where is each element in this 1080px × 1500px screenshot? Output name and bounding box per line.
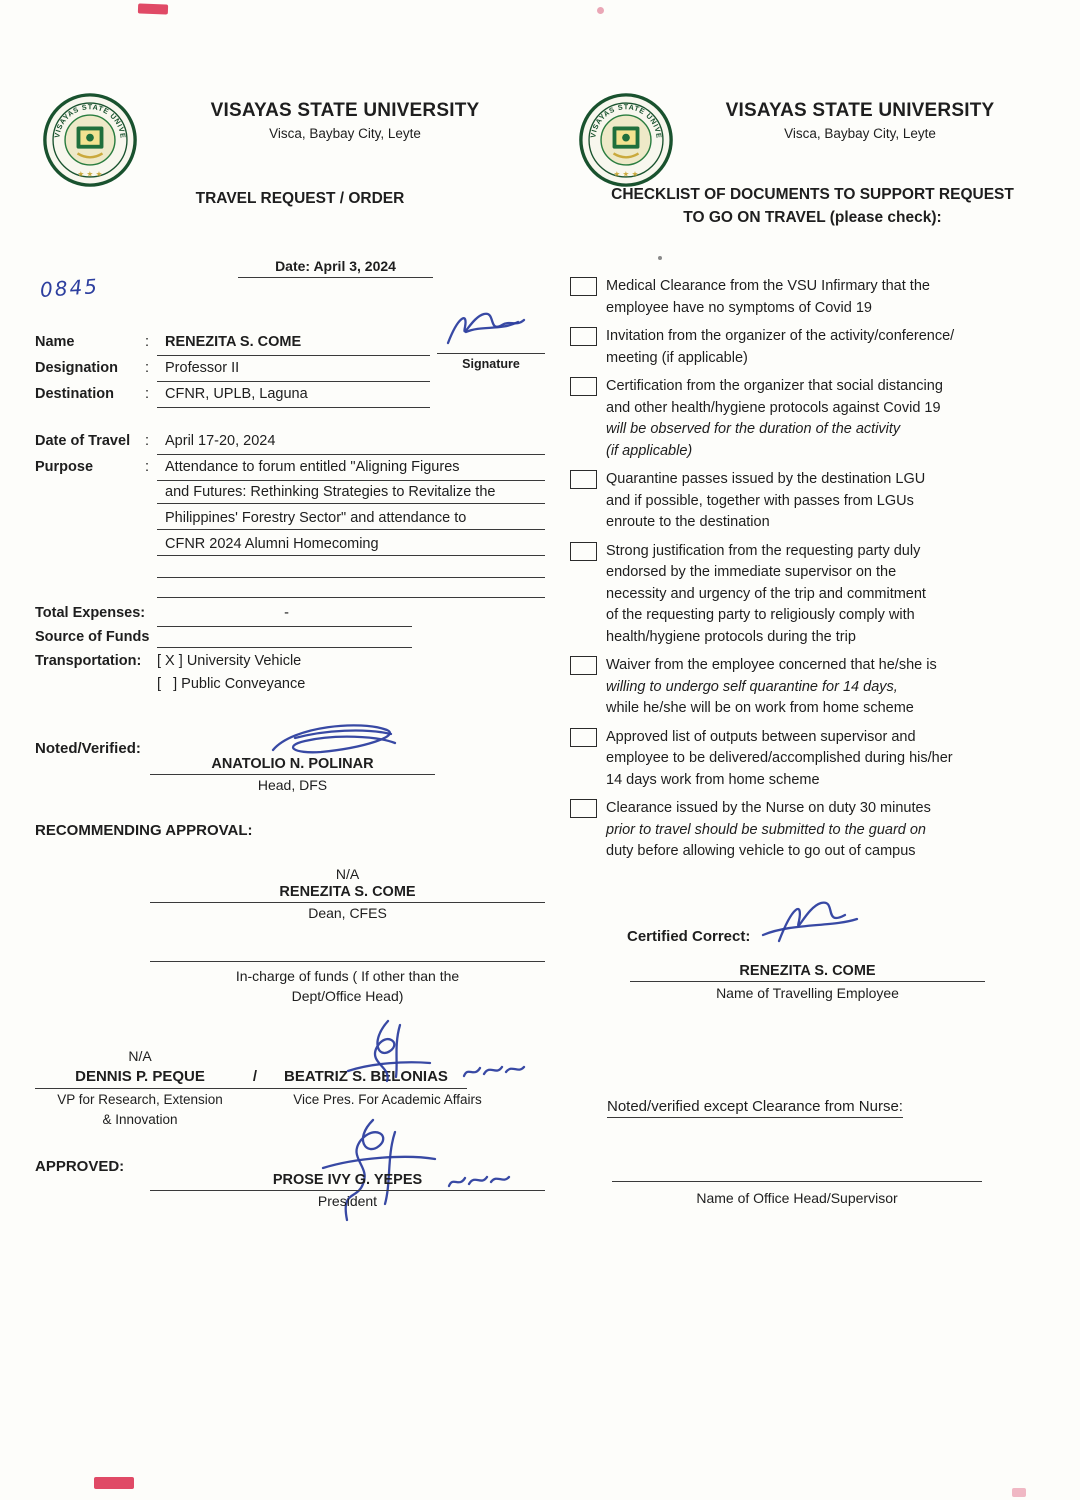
scan-artifact xyxy=(1012,1488,1026,1497)
transportation-option-university-vehicle: [ X ] University Vehicle xyxy=(157,653,302,669)
destination-label: Destination xyxy=(35,386,114,402)
checklist-item-text xyxy=(606,655,937,720)
vp-na: N/A xyxy=(128,1048,152,1064)
signature-caption: Signature xyxy=(462,357,520,371)
travel-date-label: Date of Travel xyxy=(35,433,131,449)
noted-verified-title: Head, DFS xyxy=(257,777,328,793)
approved-title: President xyxy=(317,1193,378,1209)
form-title: TRAVEL REQUEST / ORDER xyxy=(195,190,405,207)
purpose-line: CFNR 2024 Alumni Homecoming xyxy=(157,536,545,556)
checklist-line: will be observed for the duration of the activity xyxy=(606,421,901,437)
checkbox[interactable] xyxy=(570,799,597,818)
certified-title: Name of Travelling Employee xyxy=(716,985,899,1001)
vp-title-left-line1: VP for Research, Extension xyxy=(57,1092,223,1107)
checkbox[interactable] xyxy=(570,470,597,489)
checklist-item-text xyxy=(606,727,953,792)
checklist-line: meeting (if applicable) xyxy=(606,349,748,366)
checklist-title-line2: TO GO ON TRAVEL (please check): xyxy=(683,209,942,226)
scan-artifact xyxy=(94,1477,134,1489)
checklist-line: and other health/hygiene protocols against Covid 19 xyxy=(606,399,941,416)
checklist-line: Quarantine passes issued by the destination LGU xyxy=(606,471,926,487)
source-of-funds-label: Source of Funds xyxy=(35,629,150,645)
checklist-item-text xyxy=(606,326,954,369)
checkbox[interactable] xyxy=(570,327,597,346)
vp-name-separator: / xyxy=(252,1068,258,1085)
checklist-line: enroute to the destination xyxy=(606,514,770,530)
checkbox[interactable] xyxy=(570,277,597,296)
colon: : xyxy=(145,360,150,376)
checklist-line: endorsed by the immediate supervisor on the xyxy=(606,564,897,580)
total-expenses-value: - xyxy=(157,604,412,627)
noted-verified-label: Noted/Verified: xyxy=(35,740,141,757)
purpose-line: Philippines' Forestry Sector" and attendance to xyxy=(157,510,545,530)
purpose-line: and Futures: Rethinking Strategies to Revitalize the xyxy=(157,484,545,504)
checkbox[interactable] xyxy=(570,656,597,675)
recommending-name: RENEZITA S. COME xyxy=(150,884,545,903)
purpose-line: Attendance to forum entitled "Aligning Figures xyxy=(157,458,545,481)
recommending-title: Dean, CFES xyxy=(308,905,387,921)
checklist-line: Invitation from the organizer of the activity/conference/ xyxy=(606,328,955,344)
noted-except-label xyxy=(607,1098,903,1115)
university-address: Visca, Baybay City, Leyte xyxy=(269,126,421,141)
checklist-item xyxy=(570,376,1070,462)
recommending-block xyxy=(150,866,545,921)
vp-name-peque: DENNIS P. PEQUE xyxy=(75,1068,205,1085)
incharge-blank-line xyxy=(150,944,545,962)
checklist-item-text xyxy=(606,376,943,462)
checklist-line: Strong justification from the requesting party duly xyxy=(606,542,921,559)
checklist-line: Medical Clearance from the VSU Infirmary that the xyxy=(606,278,930,294)
checklist-line: employee have no symptoms of Covid 19 xyxy=(606,299,872,316)
recommending-approval-label: RECOMMENDING APPROVAL: xyxy=(35,822,253,839)
designation-label: Designation xyxy=(35,360,118,376)
checklist-line: prior to travel should be submitted to the guard on xyxy=(606,821,926,838)
vsu-seal-icon xyxy=(42,92,138,188)
colon: : xyxy=(145,334,150,350)
checklist xyxy=(570,276,1070,870)
checklist-item xyxy=(570,798,1070,863)
university-address: Visca, Baybay City, Leyte xyxy=(784,126,936,141)
checklist-line: employee to be delivered/accomplished during his/her xyxy=(606,750,953,766)
signature-ink xyxy=(745,893,875,960)
checklist-line: duty before allowing vehicle to go out of campus xyxy=(606,843,916,859)
certified-name: RENEZITA S. COME xyxy=(630,963,985,982)
name-value: RENEZITA S. COME xyxy=(157,333,430,356)
source-of-funds-value xyxy=(157,628,412,648)
vp-title-right: Vice Pres. For Academic Affairs xyxy=(293,1092,482,1107)
noted-verified-name: ANATOLIO N. POLINAR xyxy=(150,756,435,775)
name-label: Name xyxy=(35,334,75,350)
checklist-title-line1: CHECKLIST OF DOCUMENTS TO SUPPORT REQUEST xyxy=(611,186,1014,203)
purpose-blank-line xyxy=(157,562,545,578)
checklist-line: Approved list of outputs between supervisor and xyxy=(606,728,916,745)
checklist-item xyxy=(570,727,1070,792)
transportation-label: Transportation: xyxy=(35,653,142,669)
incharge-of-funds-block xyxy=(150,944,545,1004)
checklist-line: (if applicable) xyxy=(606,442,693,459)
total-expenses-label: Total Expenses: xyxy=(35,605,146,621)
checklist-item xyxy=(570,655,1070,720)
incharge-caption-line1: In-charge of funds ( If other than the xyxy=(235,968,460,984)
checkbox[interactable] xyxy=(570,728,597,747)
ink-annotation xyxy=(458,1058,528,1093)
colon: : xyxy=(145,459,150,475)
checklist-line: Waiver from the employee concerned that he/she is xyxy=(606,657,937,673)
checkbox[interactable] xyxy=(570,377,597,396)
university-name: VISAYAS STATE UNIVERSITY xyxy=(725,100,995,121)
noted-except-text: Noted/verified except Clearance from Nurse: xyxy=(607,1098,903,1118)
checklist-line: Certification from the organizer that social distancing xyxy=(606,378,943,394)
recommending-na: N/A xyxy=(335,866,360,882)
checklist-line: health/hygiene protocols during the trip xyxy=(606,628,856,645)
checklist-line: and if possible, together with passes from LGUs xyxy=(606,492,914,509)
ink-annotation xyxy=(443,1168,513,1203)
university-name: VISAYAS STATE UNIVERSITY xyxy=(210,100,480,121)
checklist-line: Clearance issued by the Nurse on duty 30 minutes xyxy=(606,800,931,816)
checklist-line: necessity and urgency of the trip and commitment xyxy=(606,585,926,602)
checklist-item xyxy=(570,469,1070,534)
checklist-item-text xyxy=(606,469,925,534)
colon: : xyxy=(145,433,150,449)
checklist-item xyxy=(570,276,1070,319)
checkbox[interactable] xyxy=(570,542,597,561)
approved-name: PROSE IVY G. YEPES xyxy=(150,1172,545,1191)
signature-ink xyxy=(330,1015,440,1095)
destination-value: CFNR, UPLB, Laguna xyxy=(157,385,430,408)
purpose-blank-line xyxy=(157,582,545,598)
signature-line xyxy=(437,334,545,354)
checklist-line: of the requesting party to religiously comply with xyxy=(606,607,915,623)
checklist-item-text xyxy=(606,541,926,649)
certified-correct-label: Certified Correct: xyxy=(627,928,751,945)
certified-block xyxy=(630,963,985,1001)
transportation-option-public-conveyance: [ ] Public Conveyance xyxy=(157,676,306,692)
noted-verified-block xyxy=(150,756,435,793)
checklist-item xyxy=(570,326,1070,369)
vp-title-left-line2: & Innovation xyxy=(102,1112,178,1127)
vp-name-belonias: BEATRIZ S. BELONIAS xyxy=(284,1068,448,1085)
checklist-line: 14 days work from home scheme xyxy=(606,771,820,788)
designation-value: Professor II xyxy=(157,359,430,382)
handwritten-time: 0845 xyxy=(39,273,100,303)
office-head-caption: Name of Office Head/Supervisor xyxy=(696,1190,898,1206)
checklist-line: willing to undergo self quarantine for 14 days, xyxy=(606,678,898,695)
office-head-signature-line xyxy=(612,1160,982,1182)
scan-artifact xyxy=(658,256,662,260)
checklist-item-text xyxy=(606,276,930,319)
checklist-line: while he/she will be on work from home scheme xyxy=(606,700,914,716)
colon: : xyxy=(145,386,150,402)
vsu-seal-icon xyxy=(578,92,674,188)
scan-artifact xyxy=(597,7,604,14)
incharge-caption-line2: Dept/Office Head) xyxy=(291,988,404,1004)
checklist-item-text xyxy=(606,798,931,863)
purpose-label: Purpose xyxy=(35,459,94,475)
travel-date-value: April 17-20, 2024 xyxy=(157,432,545,455)
form-date: Date: April 3, 2024 xyxy=(238,258,433,278)
scan-artifact xyxy=(138,3,168,14)
checklist-item xyxy=(570,541,1070,649)
approved-label: APPROVED: xyxy=(35,1158,125,1175)
